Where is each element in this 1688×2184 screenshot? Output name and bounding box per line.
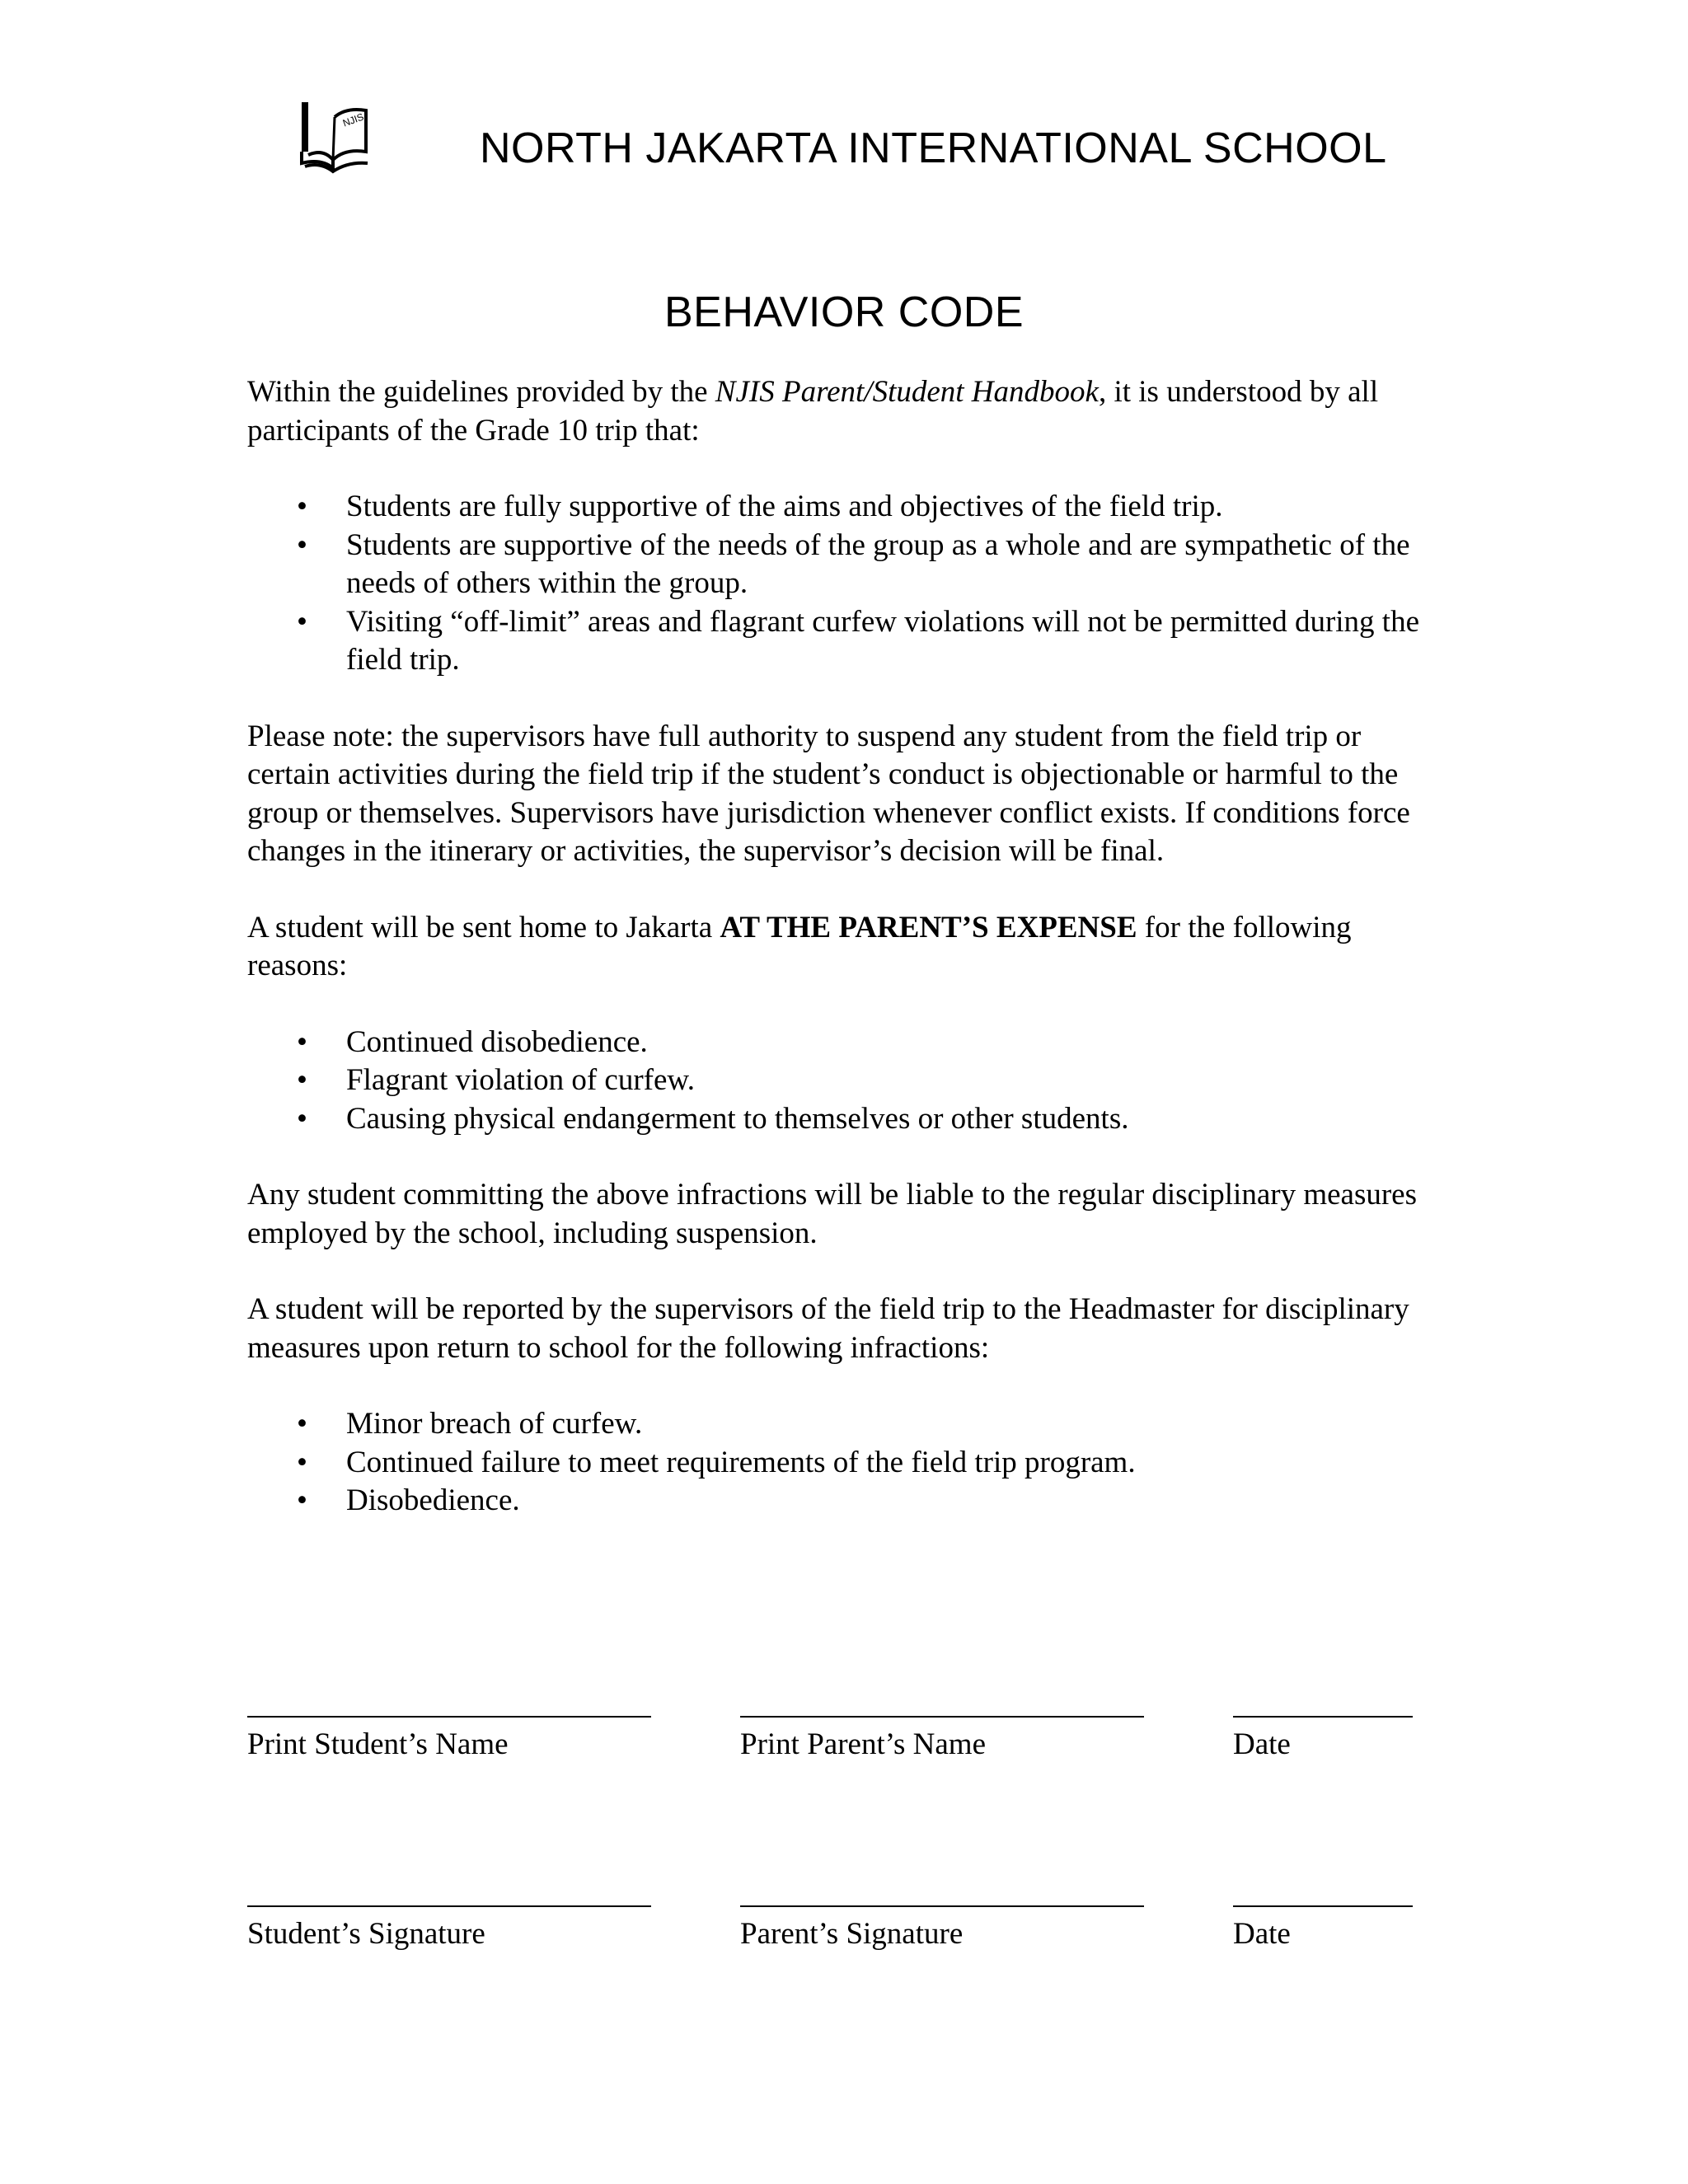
liability-paragraph: Any student committing the above infractions will be liable to the regular disciplinary measures employed by the school, including suspension. — [247, 1178, 1417, 1250]
bullet-icon: • — [297, 1063, 307, 1097]
intro-text-after: , it is understood by all participants of the Grade 10 trip that: — [247, 375, 1379, 448]
list-item — [247, 1024, 1434, 1062]
document-body — [247, 373, 1434, 1521]
intro-paragraph — [247, 373, 1434, 450]
school-name: NORTH JAKARTA INTERNATIONAL SCHOOL — [480, 124, 1387, 172]
handbook-title: NJIS Parent/Student Handbook — [715, 375, 1099, 409]
list-item-text: Causing physical endangerment to themselves or other students. — [346, 1101, 1129, 1136]
date-label-2: Date — [1233, 1917, 1291, 1951]
list-item — [247, 603, 1434, 680]
list-item — [247, 1482, 1434, 1521]
list-item — [247, 1100, 1434, 1139]
student-name-field[interactable] — [247, 1716, 651, 1764]
document-title: BEHAVIOR CODE — [663, 288, 1025, 336]
note-paragraph: Please note: the supervisors have full authority to suspend any student from the field trip or certain activities during the field trip if the student’s conduct is objectionable or harmful to the group or themselves. Supervisors have jurisdiction whenever conflict exists. If conditions force changes in the itinerary or activities, the supervisor’s decision will be final. — [247, 719, 1410, 868]
signature-line — [1233, 1716, 1413, 1718]
list-item-text: Students are fully supportive of the aims and objectives of the field trip. — [346, 490, 1223, 523]
date-field-2[interactable] — [1233, 1905, 1413, 1953]
sent-home-text-before: A student will be sent home to Jakarta — [247, 910, 720, 944]
student-signature-label: Student’s Signature — [247, 1917, 485, 1951]
bullet-icon: • — [297, 1024, 307, 1059]
bullet-icon: • — [297, 1101, 307, 1136]
signature-line — [740, 1905, 1144, 1907]
reported-paragraph: A student will be reported by the supervisors of the field trip to the Headmaster for disciplinary measures upon return to school for the following infractions: — [247, 1292, 1409, 1365]
list-item — [247, 1062, 1434, 1100]
list-item-text: Continued failure to meet requirements of the field trip program. — [346, 1445, 1136, 1479]
list-item-text: Visiting “off-limit” areas and flagrant curfew violations will not be permitted during the field trip. — [346, 604, 1420, 677]
sent-home-text-after: for the following reasons: — [247, 910, 1352, 982]
signature-line — [247, 1905, 651, 1907]
list-item-text: Disobedience. — [346, 1483, 520, 1517]
logo-lettering: NJIS — [340, 110, 366, 129]
date-field-1[interactable] — [1233, 1716, 1413, 1764]
bullet-icon: • — [297, 1483, 307, 1517]
list-item — [247, 1405, 1434, 1444]
signature-line — [1233, 1905, 1413, 1907]
date-label-1: Date — [1233, 1727, 1291, 1761]
student-signature-field[interactable] — [247, 1905, 651, 1953]
parent-name-field[interactable] — [740, 1716, 1144, 1764]
parent-signature-label: Parent’s Signature — [740, 1917, 964, 1951]
bullet-icon: • — [297, 527, 307, 562]
signature-line — [247, 1716, 651, 1718]
sent-home-list — [247, 1024, 1434, 1139]
open-book-logo-graphic — [297, 97, 373, 176]
parent-signature-field[interactable] — [740, 1905, 1144, 1953]
bullet-icon: • — [297, 1407, 307, 1441]
understood-list — [247, 488, 1434, 680]
open-book-logo-icon — [297, 97, 373, 176]
signature-line — [740, 1716, 1144, 1718]
list-item-text: Minor breach of curfew. — [346, 1407, 643, 1441]
intro-text-before: Within the guidelines provided by the — [247, 375, 715, 409]
bullet-icon: • — [297, 604, 307, 639]
bullet-icon: • — [297, 1445, 307, 1479]
list-item-text: Flagrant violation of curfew. — [346, 1063, 695, 1097]
reported-list — [247, 1405, 1434, 1521]
list-item-text: Continued disobedience. — [346, 1024, 648, 1059]
sent-home-paragraph — [247, 909, 1434, 986]
list-item — [247, 1444, 1434, 1483]
parent-name-label: Print Parent’s Name — [740, 1727, 987, 1761]
student-name-label: Print Student’s Name — [247, 1727, 509, 1761]
parent-expense-emphasis: AT THE PARENT’S EXPENSE — [720, 910, 1137, 944]
list-item — [247, 488, 1434, 527]
list-item — [247, 527, 1434, 603]
list-item-text: Students are supportive of the needs of the group as a whole and are sympathetic of the needs of others within the group. — [346, 527, 1410, 600]
bullet-icon: • — [297, 490, 307, 523]
